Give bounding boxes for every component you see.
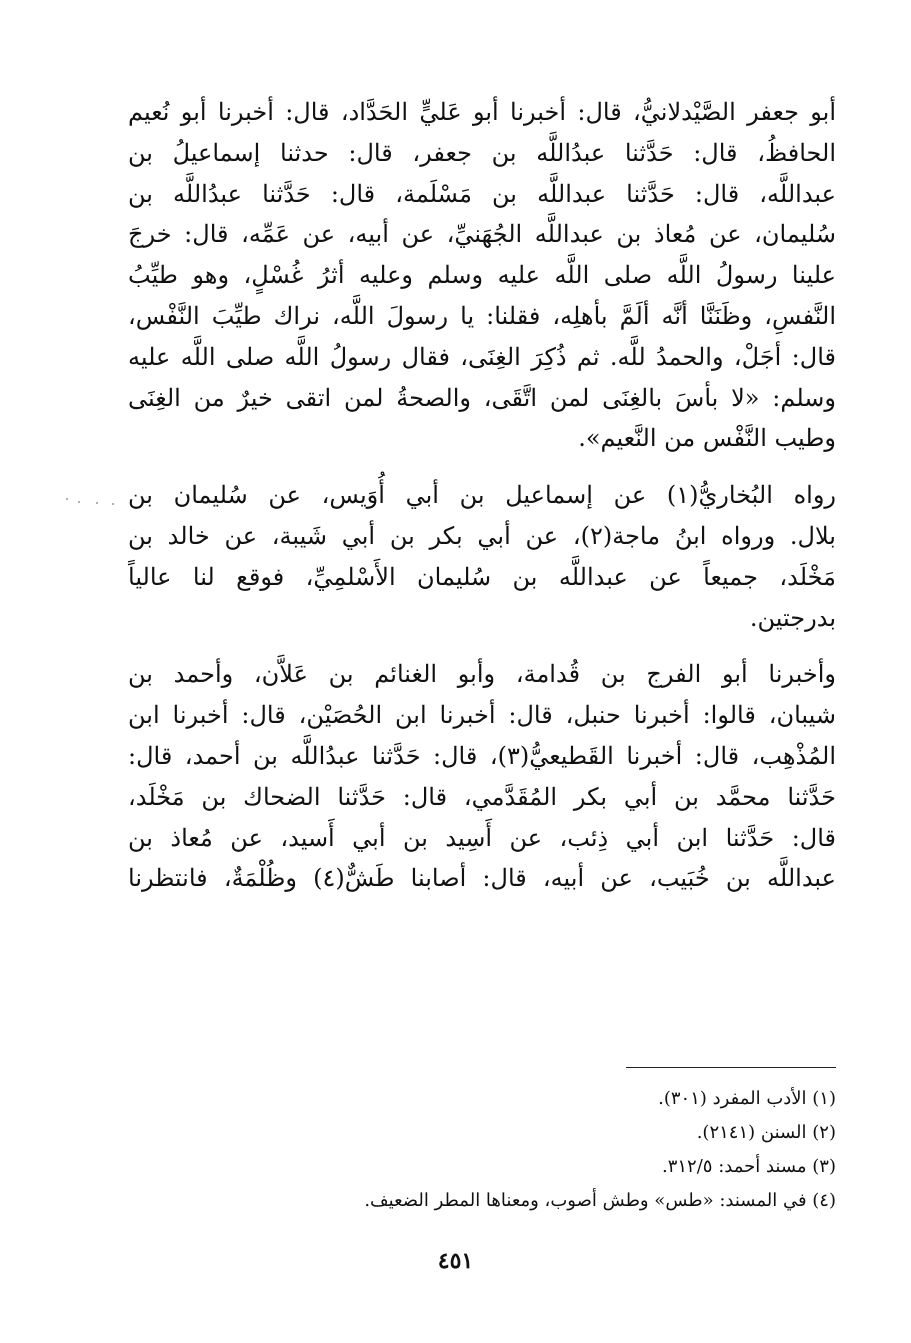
footnote-2: (٢) السنن (٢١٤١). (696, 1122, 836, 1143)
footnote-4: (٤) في المسند: «طس» وطش أصوب، ومعناها المطر الضعيف. (364, 1190, 836, 1211)
main-text (128, 92, 836, 899)
text-line: وأخبرنا أبو الفرج بن قُدامة، وأبو الغنائم بن عَلاَّن، وأحمد بن (128, 660, 836, 689)
paragraph-3 (128, 654, 836, 899)
paragraph-2 (128, 475, 836, 638)
footnote-separator (626, 1067, 836, 1068)
text-line: بلال. ورواه ابنُ ماجة(٢)، عن أبي بكر بن أبي شَيبة، عن خالد بن (128, 521, 836, 550)
text-line: قال: حَدَّثنا ابن أبي ذِئب، عن أَسِيد بن أبي أَسيد، عن مُعاذ بن (128, 823, 836, 852)
text-line: بدرجتين. (749, 603, 836, 632)
footnote-3: (٣) مسند أحمد: ٣١٢/٥. (661, 1156, 836, 1177)
text-line: النَّفسِ، وظَنَنَّا أنَّه ألَمَّ بأهلِه، فقلنا: يا رسولَ اللَّه، نراك طيِّبَ النَّفْس، (128, 301, 836, 330)
text-line: حَدَّثنا محمَّد بن أبي بكر المُقَدَّمي، قال: حَدَّثنا الضحاك بن مَخْلَد، (128, 782, 836, 811)
text-line: سُليمان، عن مُعاذ بن عبداللَّه الجُهَنيِّ، عن أبيه، عن عَمِّه، قال: خرجَ (128, 220, 837, 249)
text-line: شيبان، قالوا: أخبرنا حنبل، قال: أخبرنا ابن الحُصَيْن، قال: أخبرنا ابن (128, 701, 836, 730)
text-line: الحافظُ، قال: حَدَّثنا عبدُاللَّه بن جعفر، قال: حدثنا إسماعيلُ بن (128, 138, 836, 167)
scan-speck (112, 503, 114, 505)
paragraph-1 (128, 92, 836, 459)
text-line: عبداللَّه بن خُبَيب، عن أبيه، قال: أصابنا طَشٌّ(٤) وظُلْمَةٌ، فانتظرنا (128, 864, 836, 893)
footnotes (128, 1082, 836, 1218)
text-line: مَخْلَد، جميعاً عن عبداللَّه بن سُليمان الأَسْلمِيِّ، فوقع لنا عالياً (128, 562, 836, 591)
page-number: ٤٥١ (437, 1248, 474, 1274)
scan-speck (96, 502, 98, 504)
text-line: المُذْهِب، قال: أخبرنا القَطيعيُّ(٣)، قال: حَدَّثنا عبدُاللَّه بن أحمد، قال: (128, 741, 837, 770)
text-line: أبو جعفر الصَّيْدلانيُّ، قال: أخبرنا أبو عَليٍّ الحَدَّاد، قال: أخبرنا أبو نُعيم (128, 98, 836, 126)
text-line: وسلم: «لا بأسَ بالغِنَى لمن اتَّقَى، والصحةُ لمن اتقى خيرٌ من الغِنَى (128, 383, 836, 412)
scan-speck (66, 498, 68, 500)
text-line: قال: أجَلْ، والحمدُ للَّه. ثم ذُكِرَ الغِنَى، فقال رسولُ اللَّه صلى اللَّه عليه (128, 342, 836, 371)
text-line: عبداللَّه، قال: حَدَّثنا عبداللَّه بن مَسْلَمة، قال: حَدَّثنا عبدُاللَّه بن (128, 179, 836, 208)
text-line: علينا رسولُ اللَّه صلى اللَّه عليه وسلم وعليه أثرُ غُسْلٍ، وهو طيِّبُ (128, 261, 836, 290)
footnote-1: (١) الأدب المفرد (٣٠١). (658, 1088, 836, 1109)
text-line: وطيب النَّفْس من النَّعيم». (578, 424, 836, 453)
scan-speck (78, 501, 80, 503)
text-line: رواه البُخاريُّ(١) عن إسماعيل بن أبي أُوَيس، عن سُليمان بن (128, 481, 836, 510)
